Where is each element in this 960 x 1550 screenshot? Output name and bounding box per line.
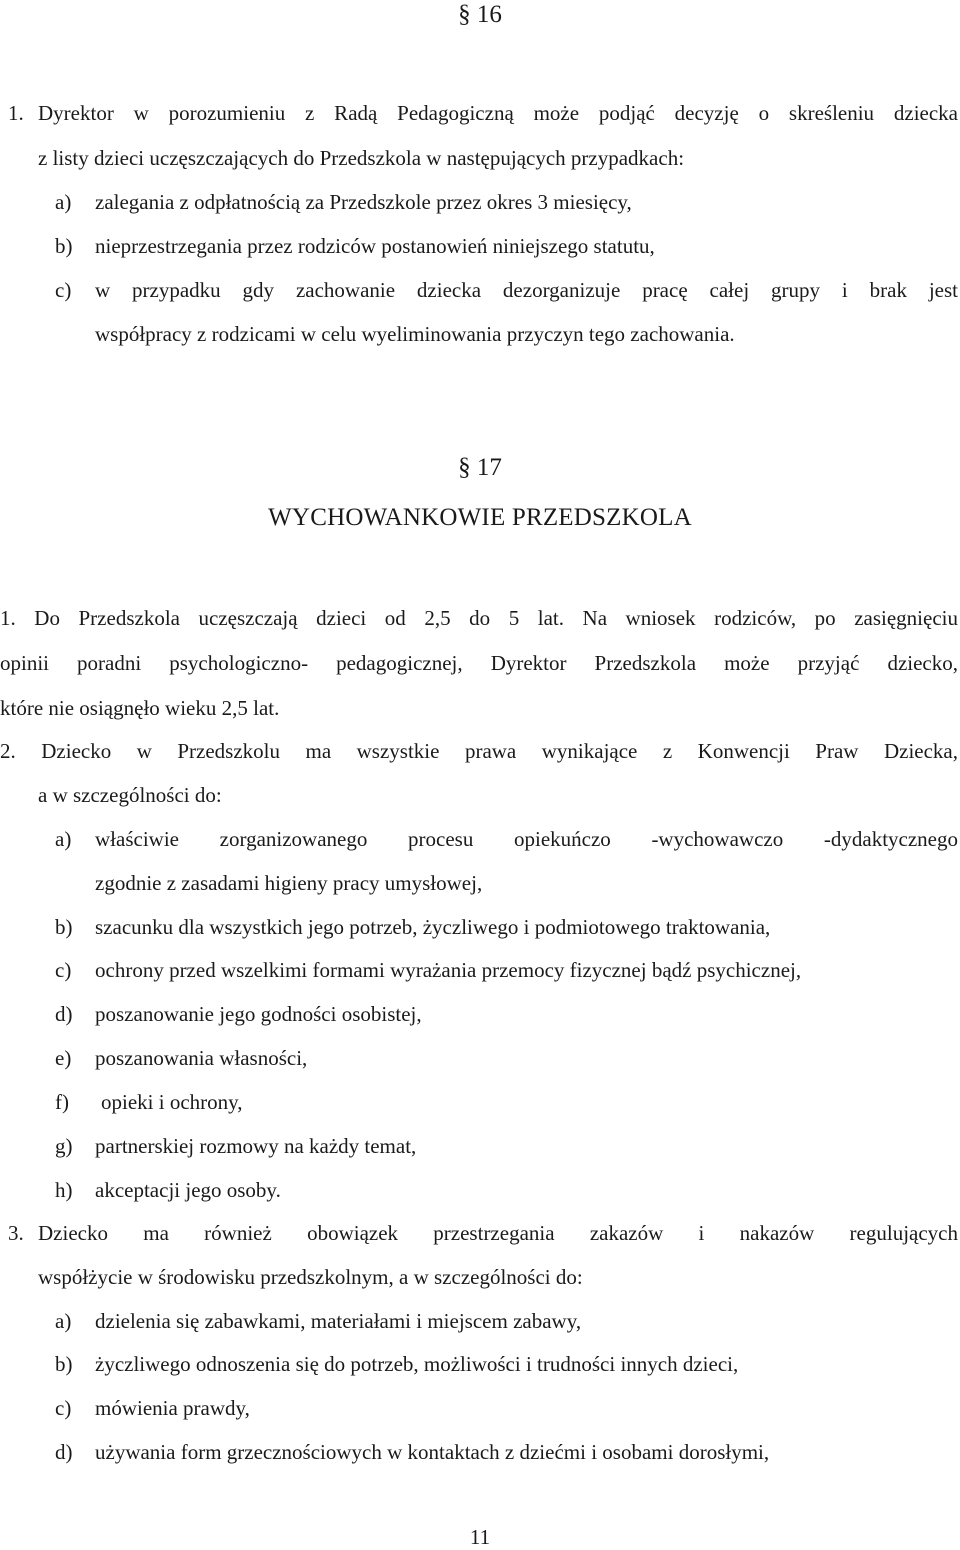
section-17-heading: § 17 xyxy=(458,454,502,481)
list-marker: d) xyxy=(55,1440,73,1464)
p17-3-line-1: Dziecko ma również obowiązek przestrzegania zakazów i nakazów regulujących xyxy=(38,1221,958,1245)
list-item: dzielenia się zabawkami, materiałami i miejscem zabawy, xyxy=(95,1309,582,1333)
list-marker: b) xyxy=(55,234,73,258)
list-item: ochrony przed wszelkimi formami wyrażania przemocy fizycznej bądź psychicznej, xyxy=(95,958,802,982)
list-marker: c) xyxy=(55,1396,72,1420)
list-item-continuation: współpracy z rodzicami w celu wyeliminowania przyczyn tego zachowania. xyxy=(95,322,735,346)
p17-1-line-1: 1. Do Przedszkola uczęszczają dzieci od 2,5 do 5 lat. Na wniosek rodziców, po zasięgnięciu xyxy=(0,606,958,630)
p17-1-line-3: które nie osiągnęło wieku 2,5 lat. xyxy=(0,696,280,720)
list-item: właściwie zorganizowanego procesu opiekuńczo -wychowawczo -dydaktycznego xyxy=(95,827,958,851)
list-item: mówienia prawdy, xyxy=(95,1396,250,1420)
p16-line-2: z listy dzieci uczęszczających do Przedszkola w następujących przypadkach: xyxy=(38,146,685,170)
list-item: poszanowanie jego godności osobistej, xyxy=(95,1002,422,1026)
list-item: akceptacji jego osoby. xyxy=(95,1178,281,1202)
list-item: poszanowania własności, xyxy=(95,1046,308,1070)
list-item: nieprzestrzegania przez rodziców postanowień niniejszego statutu, xyxy=(95,234,655,258)
p17-3-number: 3. xyxy=(8,1221,24,1245)
list-marker: h) xyxy=(55,1178,73,1202)
list-marker: a) xyxy=(55,1309,72,1333)
list-marker: a) xyxy=(55,190,72,214)
list-marker: e) xyxy=(55,1046,72,1070)
list-marker: a) xyxy=(55,827,72,851)
list-marker: f) xyxy=(55,1090,69,1114)
p17-2-line-2: a w szczególności do: xyxy=(38,783,222,807)
list-marker: d) xyxy=(55,1002,73,1026)
list-marker: c) xyxy=(55,278,72,302)
list-item: partnerskiej rozmowy na każdy temat, xyxy=(95,1134,417,1158)
list-item: opieki i ochrony, xyxy=(101,1090,243,1114)
p16-line-1: Dyrektor w porozumieniu z Radą Pedagogiczną może podjąć decyzję o skreśleniu dziecka xyxy=(38,101,958,125)
list-item: szacunku dla wszystkich jego potrzeb, życzliwego i podmiotowego traktowania, xyxy=(95,915,771,939)
list-marker: c) xyxy=(55,958,72,982)
p16-number: 1. xyxy=(8,101,24,125)
list-item: zalegania z odpłatnością za Przedszkole przez okres 3 miesięcy, xyxy=(95,190,632,214)
list-item: w przypadku gdy zachowanie dziecka dezorganizuje pracę całej grupy i brak jest xyxy=(95,278,958,302)
section-17-title: WYCHOWANKOWIE PRZEDSZKOLA xyxy=(268,504,692,531)
section-16-heading: § 16 xyxy=(458,1,502,28)
p17-2-line-1: 2. Dziecko w Przedszkolu ma wszystkie prawa wynikające z Konwencji Praw Dziecka, xyxy=(0,739,958,763)
list-item: życzliwego odnoszenia się do potrzeb, możliwości i trudności innych dzieci, xyxy=(95,1352,739,1376)
list-marker: b) xyxy=(55,915,73,939)
page-number: 11 xyxy=(469,1525,491,1549)
list-marker: g) xyxy=(55,1134,73,1158)
p17-1-line-2: opinii poradni psychologiczno- pedagogicznej, Dyrektor Przedszkola może przyjąć dziecko, xyxy=(0,651,958,675)
p17-3-line-2: współżycie w środowisku przedszkolnym, a w szczególności do: xyxy=(38,1265,583,1289)
list-item-continuation: zgodnie z zasadami higieny pracy umysłowej, xyxy=(95,871,483,895)
list-item: używania form grzecznościowych w kontaktach z dziećmi i osobami dorosłymi, xyxy=(95,1440,770,1464)
list-marker: b) xyxy=(55,1352,73,1376)
